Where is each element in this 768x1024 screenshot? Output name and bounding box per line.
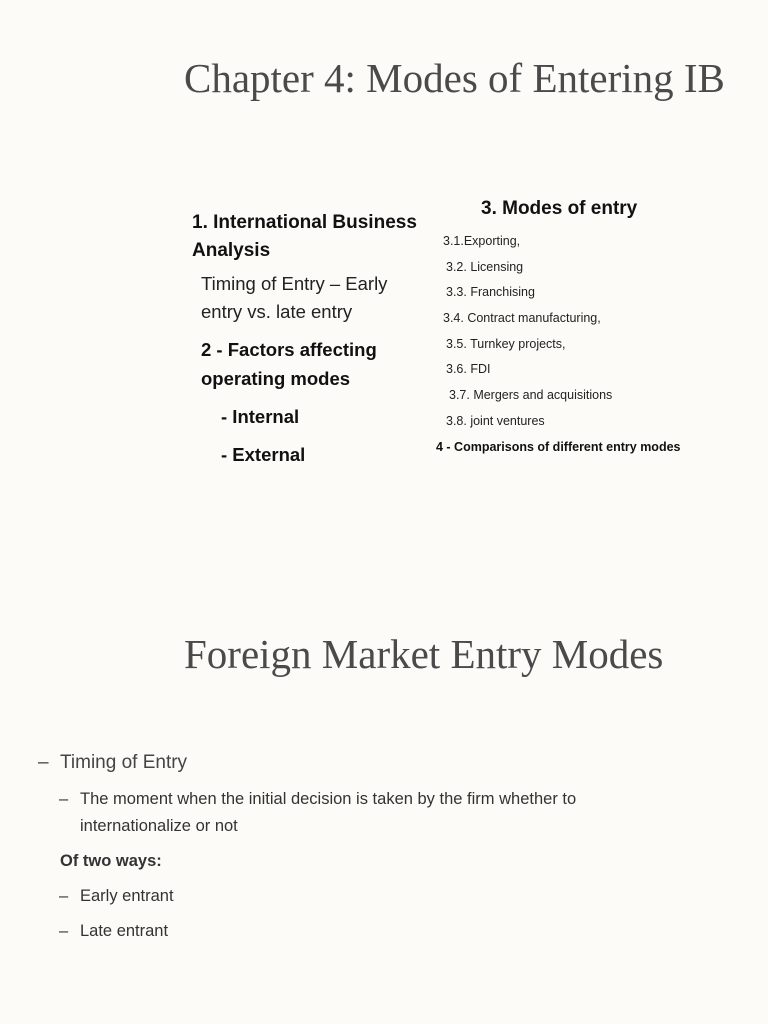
dash-bullet: – [38,752,49,773]
heading-international-business-analysis-line1: 1. International Business [192,212,417,233]
mode-item: 3.8. joint ventures [446,414,545,428]
factor-internal: - Internal [221,406,300,427]
sub-bullet-early-entrant [59,887,174,906]
mode-item: 3.1.Exporting, [443,234,521,248]
bullet-timing-of-entry [38,752,188,774]
bullet-text: Timing of Entry [60,752,188,773]
sub-bullet-late-entrant [59,922,169,941]
dash-bullet: – [59,922,69,940]
sub-bullet-text-line2: internationalize or not [80,817,238,835]
mode-item: 3.3. Franchising [446,285,535,299]
mode-item: 3.2. Licensing [446,260,524,274]
timing-of-entry-line2: entry vs. late entry [201,301,353,322]
sub-bullet-text-line1: The moment when the initial decision is taken by the firm whether to [80,790,577,808]
of-two-ways: Of two ways: [60,852,162,870]
timing-of-entry-line1: Timing of Entry – Early [201,273,388,294]
sub-bullet-moment [59,790,577,809]
slide-title: Foreign Market Entry Modes [184,631,664,677]
heading-factors-line2: operating modes [201,368,351,389]
mode-item: 3.5. Turnkey projects, [446,337,566,351]
dash-bullet: – [59,790,69,808]
mode-item: 3.7. Mergers and acquisitions [449,388,613,402]
comparison-entry-modes: 4 - Comparisons of different entry modes [436,440,681,454]
slide-title: Chapter 4: Modes of Entering IB [184,55,725,101]
early-entrant-text: Early entrant [80,887,174,905]
heading-modes-of-entry: 3. Modes of entry [481,198,638,219]
mode-item: 3.4. Contract manufacturing, [443,311,601,325]
heading-factors-line1: 2 - Factors affecting [201,339,377,360]
late-entrant-text: Late entrant [80,922,169,940]
factor-external: - External [221,444,306,465]
slide-foreign-market-entry-modes [0,512,768,1024]
mode-item: 3.6. FDI [446,362,491,376]
dash-bullet: – [59,887,69,905]
heading-international-business-analysis-line2: Analysis [192,240,271,261]
